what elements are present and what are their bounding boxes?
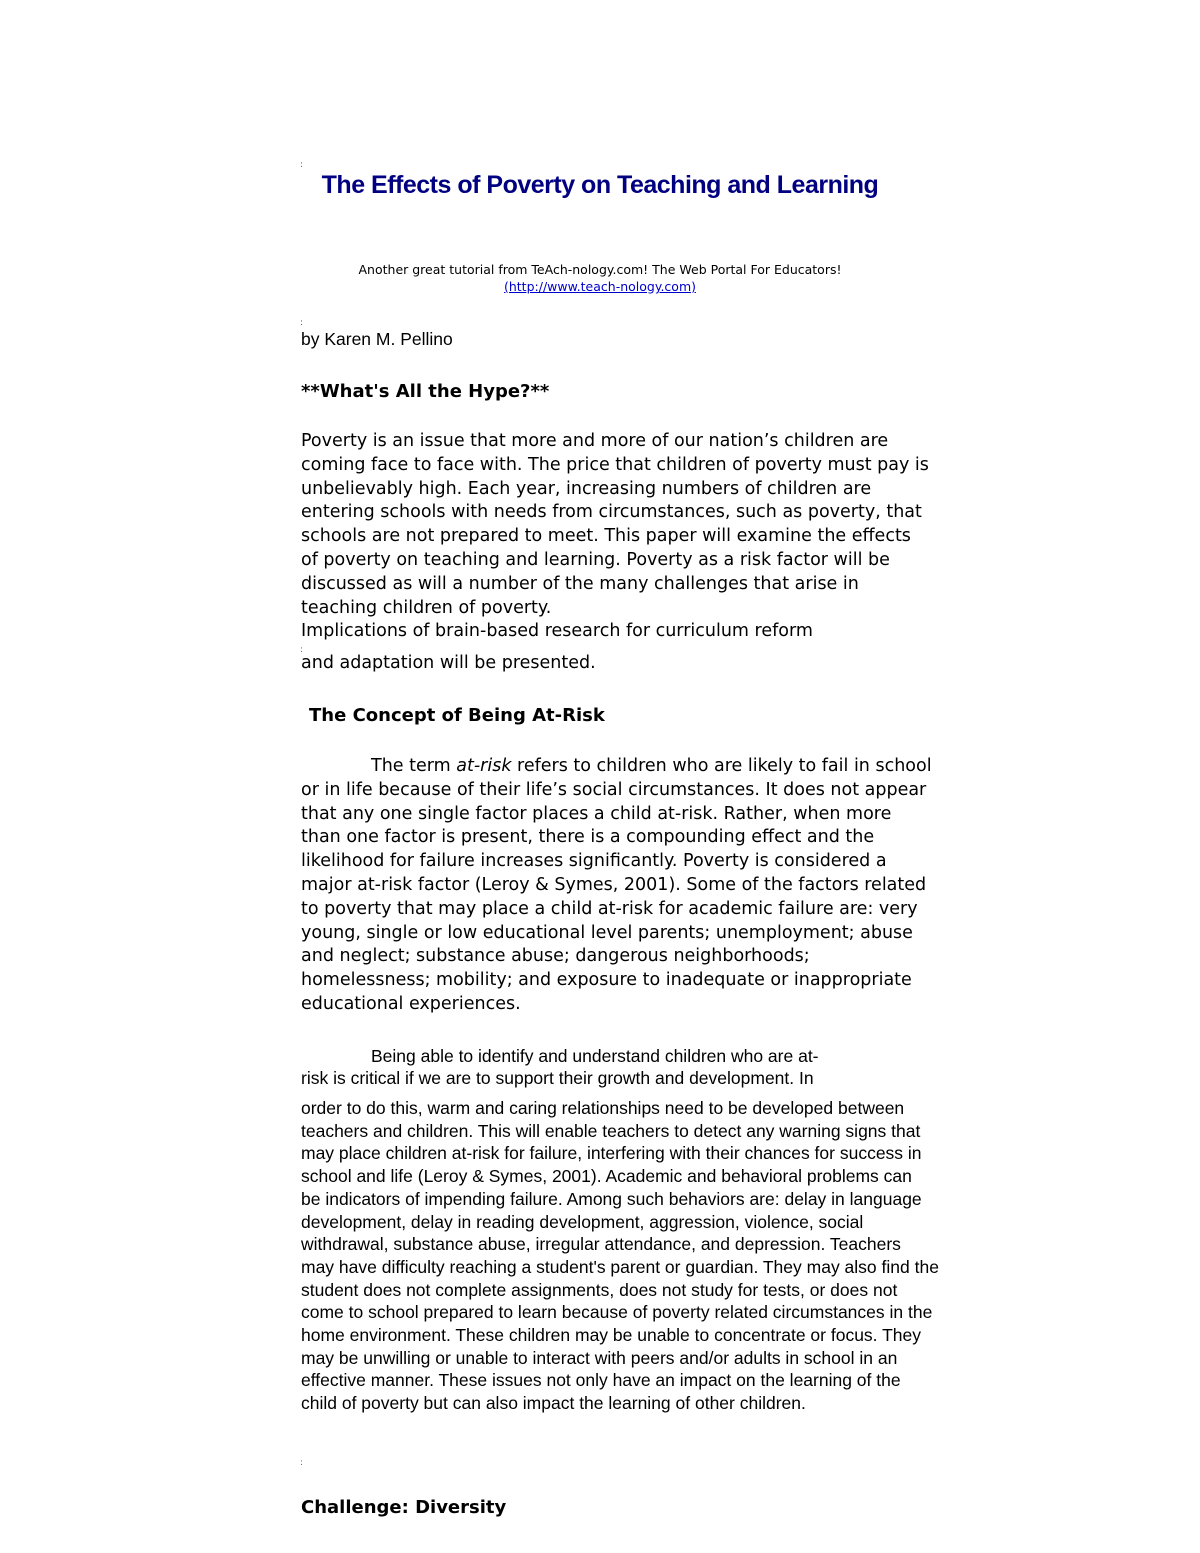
text-line: student does not complete assignments, does not study for tests, or does not	[301, 1279, 898, 1300]
text-line: entering schools with needs from circumstances, such as poverty, that	[301, 502, 922, 523]
page-title: The Effects of Poverty on Teaching and Learning	[321, 171, 879, 199]
emphasis-at-risk: at-risk	[456, 756, 512, 776]
text-line: Implications of brain-based research for curriculum reform	[301, 621, 813, 642]
intro-paragraph	[301, 430, 929, 644]
section-heading-at-risk: The Concept of Being At-Risk	[309, 705, 605, 726]
text-line: teachers and children. This will enable teachers to detect any warning signs that	[301, 1120, 921, 1141]
text-line: and adaptation will be presented.	[301, 653, 596, 673]
text-line: than one factor is present, there is a compounding effect and the	[301, 827, 875, 848]
text-line: that any one single factor places a child at-risk. Rather, when more	[301, 803, 892, 824]
text-line: major at-risk factor (Leroy & Symes, 2001). Some of the factors related	[301, 874, 927, 895]
text-line: unbelievably high. Each year, increasing numbers of children are	[301, 478, 872, 499]
page-marker: :	[300, 645, 304, 655]
text-line: or in life because of their life’s social circumstances. It does not appear	[301, 779, 927, 800]
text-line: Being able to identify and understand children who are at-	[371, 1046, 819, 1066]
page-marker: :	[300, 318, 304, 328]
section-heading-diversity: Challenge: Diversity	[301, 1497, 507, 1518]
text-line: educational experiences.	[301, 993, 521, 1014]
text-line: withdrawal, substance abuse, irregular attendance, and depression. Teachers	[301, 1234, 901, 1255]
page-marker: :	[300, 1458, 304, 1468]
text-line: order to do this, warm and caring relationships need to be developed between	[301, 1098, 905, 1118]
text-fragment: The term	[371, 756, 457, 776]
text-line: may place children at-risk for failure, interfering with their chances for success in	[301, 1143, 922, 1164]
text-line: may have difficulty reaching a student's parent or guardian. They may also find the	[301, 1256, 939, 1277]
text-line: may be unwilling or unable to interact with peers and/or adults in school in an	[301, 1347, 898, 1368]
text-line	[301, 755, 932, 779]
text-line: coming face to face with. The price that children of poverty must pay is	[301, 454, 929, 475]
author-byline: by Karen M. Pellino	[301, 329, 453, 349]
text-line: be indicators of impending failure. Among such behaviors are: delay in language	[301, 1188, 922, 1209]
text-fragment: refers to children who are likely to fail in school	[511, 756, 932, 776]
text-line: teaching children of poverty.	[301, 597, 552, 618]
text-line: schools are not prepared to meet. This paper will examine the effects	[301, 526, 911, 547]
section-heading-hype: **What's All the Hype?**	[301, 381, 550, 402]
text-line: Poverty is an issue that more and more of our nation’s children are	[301, 431, 889, 451]
text-line: home environment. These children may be unable to concentrate or focus. They	[301, 1325, 921, 1346]
text-line: homelessness; mobility; and exposure to inadequate or inappropriate	[301, 970, 912, 991]
text-line: school and life (Leroy & Symes, 2001). Academic and behavioral problems can	[301, 1166, 912, 1187]
text-line: and neglect; substance abuse; dangerous neighborhoods;	[301, 946, 810, 967]
text-line: of poverty on teaching and learning. Poverty as a risk factor will be	[301, 549, 890, 570]
text-line: to poverty that may place a child at-risk for academic failure are: very	[301, 898, 918, 919]
page-marker: :	[300, 160, 304, 170]
site-link[interactable]: (http://www.teach-nology.com)	[503, 279, 696, 294]
identification-paragraph	[301, 1097, 939, 1415]
text-line: child of poverty but can also impact the learning of other children.	[301, 1393, 806, 1414]
text-line: effective manner. These issues not only have an impact on the learning of the	[301, 1370, 901, 1391]
at-risk-paragraph	[301, 755, 932, 1017]
text-line: likelihood for failure increases significantly. Poverty is considered a	[301, 851, 887, 872]
text-line: development, delay in reading development, aggression, violence, social	[301, 1211, 864, 1232]
text-line: young, single or low educational level parents; unemployment; abuse	[301, 922, 913, 943]
text-line: come to school prepared to learn because of poverty related circumstances in the	[301, 1302, 933, 1323]
text-line: discussed as will a number of the many challenges that arise in	[301, 573, 859, 594]
tagline: Another great tutorial from TeAch-nology.com! The Web Portal For Educators!	[358, 262, 842, 277]
text-line: risk is critical if we are to support their growth and development. In	[301, 1068, 814, 1088]
